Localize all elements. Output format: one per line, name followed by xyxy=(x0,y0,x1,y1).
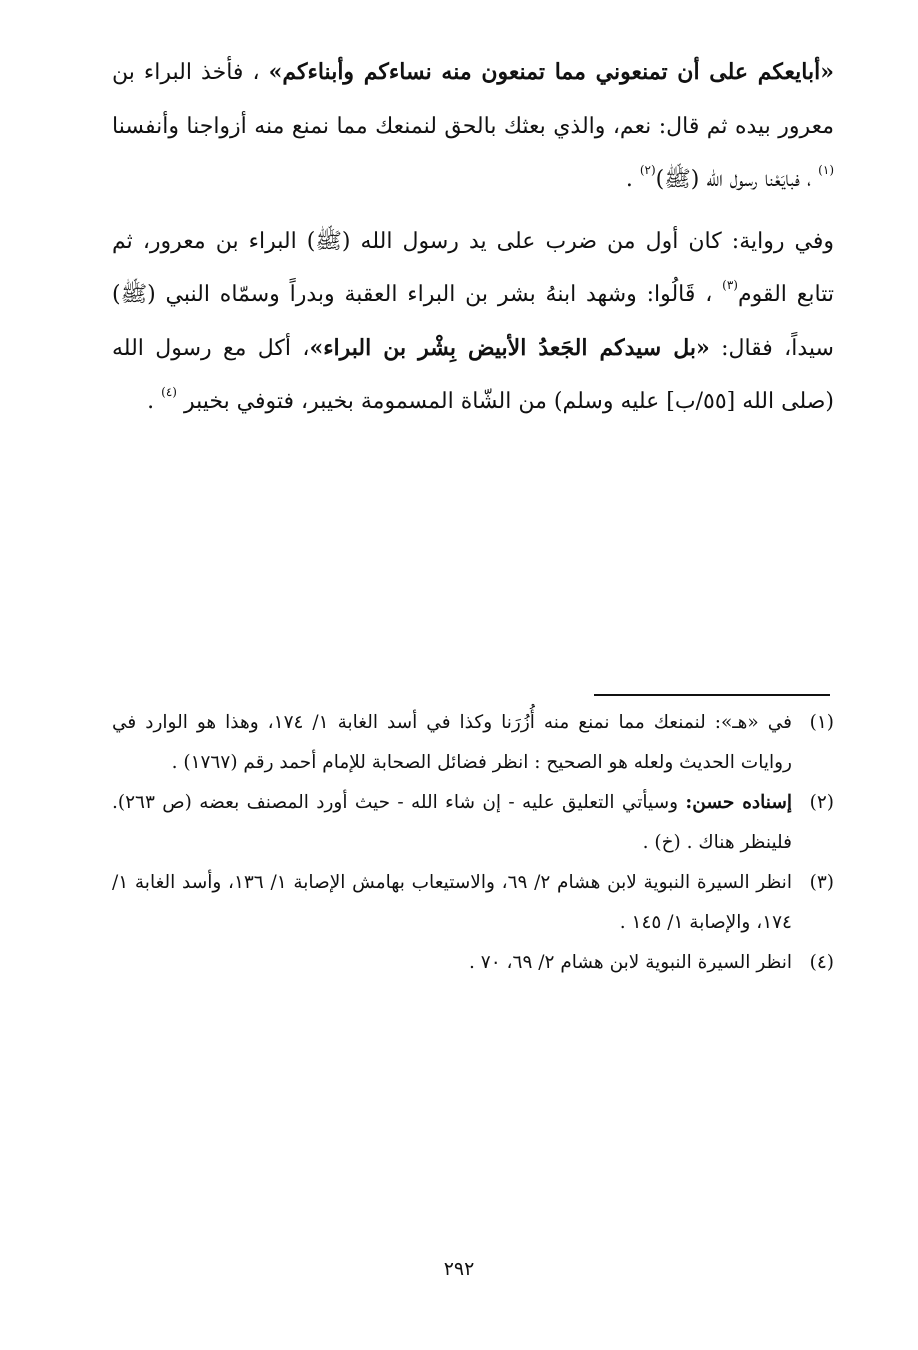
footnote-ref-1[interactable]: (١) xyxy=(818,163,834,177)
footnote-text: وسيأتي التعليق عليه - إن شاء الله - حيث أورد المصنف بعضه (ص ٢٦٣). فلينظر هناك . (خ) . xyxy=(112,792,792,853)
footnote-number: (٣) xyxy=(809,872,834,893)
footnote-number: (١) xyxy=(809,712,834,733)
footnote-number: (٤) xyxy=(809,952,834,973)
footnote-text: في «هـ»: لنمنعك مما نمنع منه أُزُرَنا وكذا في أسد الغابة ١/ ١٧٤، وهذا هو الوارد في روايات الحديث ولعله هو الصحيح : انظر فضائل الصحابة للإمام أحمد رقم (١٧٦٧) . xyxy=(112,712,792,773)
footnote-text: انظر السيرة النبوية لابن هشام ٢/ ٦٩، والاستيعاب بهامش الإصابة ١/ ١٣٦، وأسد الغابة ١/ ١٧٤، والإصابة ١/ ١٤٥ . xyxy=(112,872,792,933)
footnote-2 xyxy=(112,783,834,863)
footnote-1 xyxy=(112,703,834,783)
page-number: ٢٩٢ xyxy=(443,1258,475,1280)
footnote-ref-4[interactable]: (٤) xyxy=(161,385,177,399)
text-segment: . xyxy=(625,167,633,192)
footnote-4 xyxy=(112,943,834,983)
paragraph-2 xyxy=(112,215,834,429)
text-segment: ، قَالُوا: وشهد ابنهُ بشر بن البراء العقبة وبدراً وسمّاه النبي (ﷺ) سيداً، فقال: xyxy=(112,282,834,361)
text-segment: وفي رواية: كان أول من ضرب على يد رسول الله (ﷺ) البراء بن معرور، ثم تتابع القوم xyxy=(112,228,834,307)
footnote-3 xyxy=(112,863,834,943)
footnote-number: (٢) xyxy=(809,792,834,813)
footnote-divider xyxy=(594,694,830,696)
footnote-body xyxy=(112,783,792,863)
text-segment: ، فبايَعْنا رسول الله (ﷺ) xyxy=(655,167,812,192)
footnote-text: انظر السيرة النبوية لابن هشام ٢/ ٦٩، ٧٠ . xyxy=(469,952,792,973)
footnote-bold-lead: إسناده حسن: xyxy=(685,792,792,813)
text-segment: ، فأخذ البراء بن معرور بيده ثم قال: نعم، والذي بعثك بالحق لنمنعك مما نمنع منه أزواجنا وأنفسنا xyxy=(112,60,834,139)
footnote-ref-2[interactable]: (٢) xyxy=(639,163,656,177)
quote-hadith-2: «بل سيدكم الجَعدُ الأبيض بِشْر بن البراء» xyxy=(309,334,710,361)
paragraph-1 xyxy=(112,46,834,207)
text-segment: ، أكل مع رسول الله (صلى الله [٥٥/ب] عليه وسلم) من الشّاة المسمومة بخيبر، فتوفي بخيبر xyxy=(112,335,834,414)
text-segment: . xyxy=(147,389,155,414)
footnote-ref-3[interactable]: (٣) xyxy=(722,278,738,292)
footnotes-section xyxy=(112,703,834,983)
quote-hadith-1: «أبايعكم على أن تمنعوني مما تمنعون منه نساءكم وأبناءكم» xyxy=(268,59,834,85)
main-text xyxy=(112,46,834,429)
